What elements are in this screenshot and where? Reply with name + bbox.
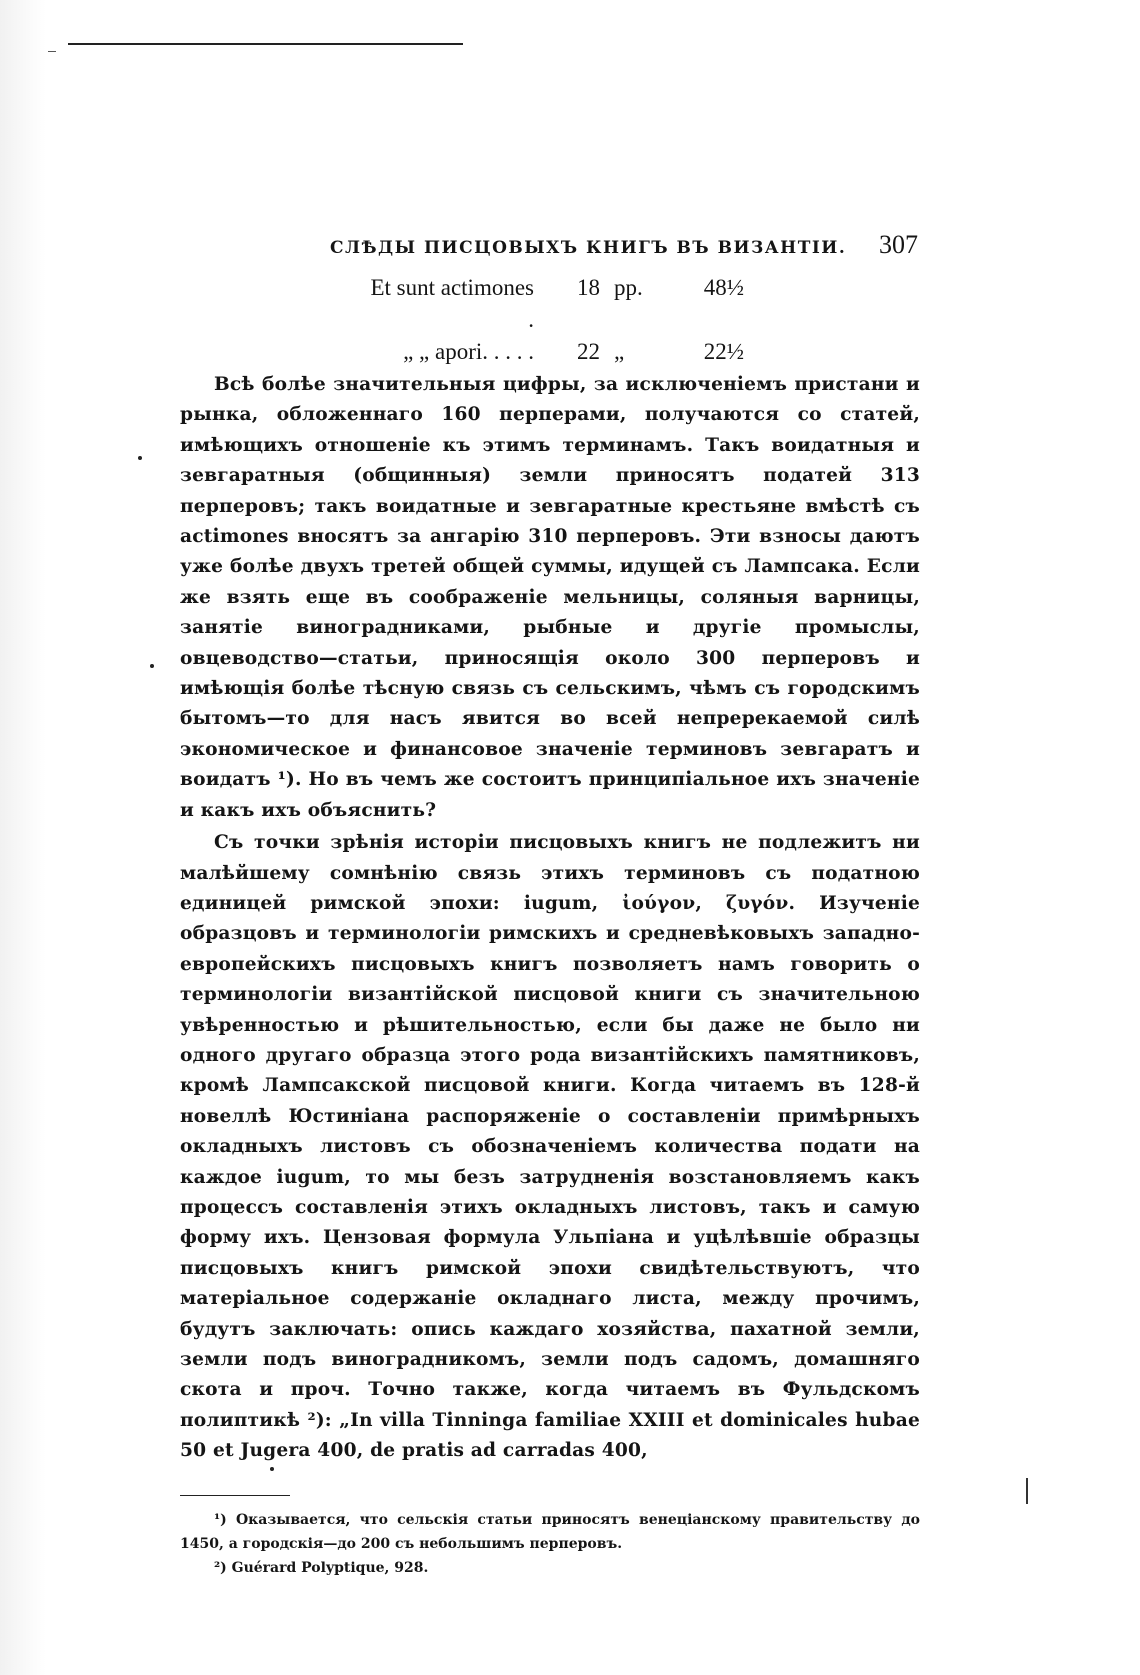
scan-speck (138, 456, 142, 460)
footnote: ¹) Оказывается, что сельскія статьи приносятъ венеціанскому правительству до 1450, а городскія—до 200 съ небольшимъ перперовъ. (180, 1511, 920, 1552)
body-text (180, 370, 920, 1467)
scan-speck (150, 664, 154, 668)
tally-unit: pp. (614, 275, 643, 300)
tally-label: „ „ apori. . . . . (403, 339, 534, 364)
paragraph: Всѣ болѣе значительныя цифры, за исключеніемъ пристани и рынка, обложеннаго 160 перперами, получаются со статей, имѣющихъ отношеніе къ этимъ терминамъ. Такъ воидатныя и зевгаратныя (общинныя) земли приносятъ податей 313 перперовъ; такъ воидатные и зевгаратные крестьяне вмѣстѣ съ actimones вносятъ за ангарію 310 перперовъ. Эти взносы даютъ уже болѣе двухъ третей общей суммы, идущей съ Лампсака. Если же взять еще въ соображеніе мельницы, соляныя варницы, занятіе виноградниками, рыбные и другіе промыслы, овцеводство—статьи, приносящія около 300 перперовъ и имѣющія болѣе тѣсную связь съ сельскимъ, чѣмъ съ городскимъ бытомъ—то для насъ явится во всей непререкаемой силѣ экономическое и финансовое значеніе терминовъ зевгаратъ и воидатъ ¹). Но въ чемъ же состоитъ принципіальное ихъ значеніе и какъ ихъ объяснить? (180, 374, 920, 821)
margin-tick (48, 51, 56, 52)
running-title: СЛѢДЫ ПИСЦОВЫХЪ КНИГЪ ВЪ ВИЗАНТІИ. (330, 238, 847, 258)
running-head (180, 230, 920, 266)
footnote-rule (180, 1495, 290, 1496)
footnote: ²) Guérard Polyptique, 928. (214, 1559, 429, 1576)
page-number: 307 (879, 230, 918, 259)
tally-table (180, 272, 920, 368)
tally-amount: 18 (577, 275, 600, 300)
tally-row (180, 336, 920, 368)
tally-amount: 22 (577, 339, 600, 364)
footnotes (180, 1508, 920, 1580)
tally-fraction: 48½ (703, 275, 744, 300)
scan-shadow (0, 0, 46, 1675)
scan-speck (270, 1467, 274, 1471)
page (180, 230, 920, 1580)
tally-unit: „ (614, 339, 625, 364)
tally-label: Et sunt actimones . (370, 275, 534, 332)
edge-mark (1026, 1478, 1028, 1504)
top-rule (68, 43, 463, 45)
tally-row (180, 272, 920, 336)
paragraph: Съ точки зрѣнія исторіи писцовыхъ книгъ не подлежитъ ни малѣйшему сомнѣнію связь этихъ терминовъ съ податною единицей римской эпохи: iugum, ἰούγον, ζυγόν. Изученіе образцовъ и терминологіи римскихъ и средневѣковыхъ западно-европейскихъ писцовыхъ книгъ позволяетъ намъ говорить о терминологіи византійской писцовой книги съ значительною увѣренностью и рѣшительностью, если бы даже не было ни одного другаго образца этого рода византійскихъ памятниковъ, кромѣ Лампсакской писцовой книги. Когда читаемъ въ 128-й новеллѣ Юстиніана распоряженіе о составленіи примѣрныхъ окладныхъ листовъ съ обозначеніемъ количества подати на каждое iugum, то мы безъ затрудненія возстановляемъ какъ процессъ составленія этихъ окладныхъ листовъ, такъ и самую форму ихъ. Цензовая формула Ульпіана и уцѣлѣвшіе образцы писцовыхъ книгъ римской эпохи свидѣтельствуютъ, что матеріальное содержаніе окладнаго листа, между прочимъ, будутъ заключать: опись каждаго хозяйства, пахатной земли, земли подъ виноградникомъ, земли подъ садомъ, домашняго скота и проч. Точно также, когда читаемъ въ Фульдскомъ полиптикѣ ²): „In villa Tinninga familiae XXIII et dominicales hubae 50 et Jugera 400, de pratis ad carradas 400, (180, 832, 920, 1462)
tally-fraction: 22½ (703, 339, 744, 364)
